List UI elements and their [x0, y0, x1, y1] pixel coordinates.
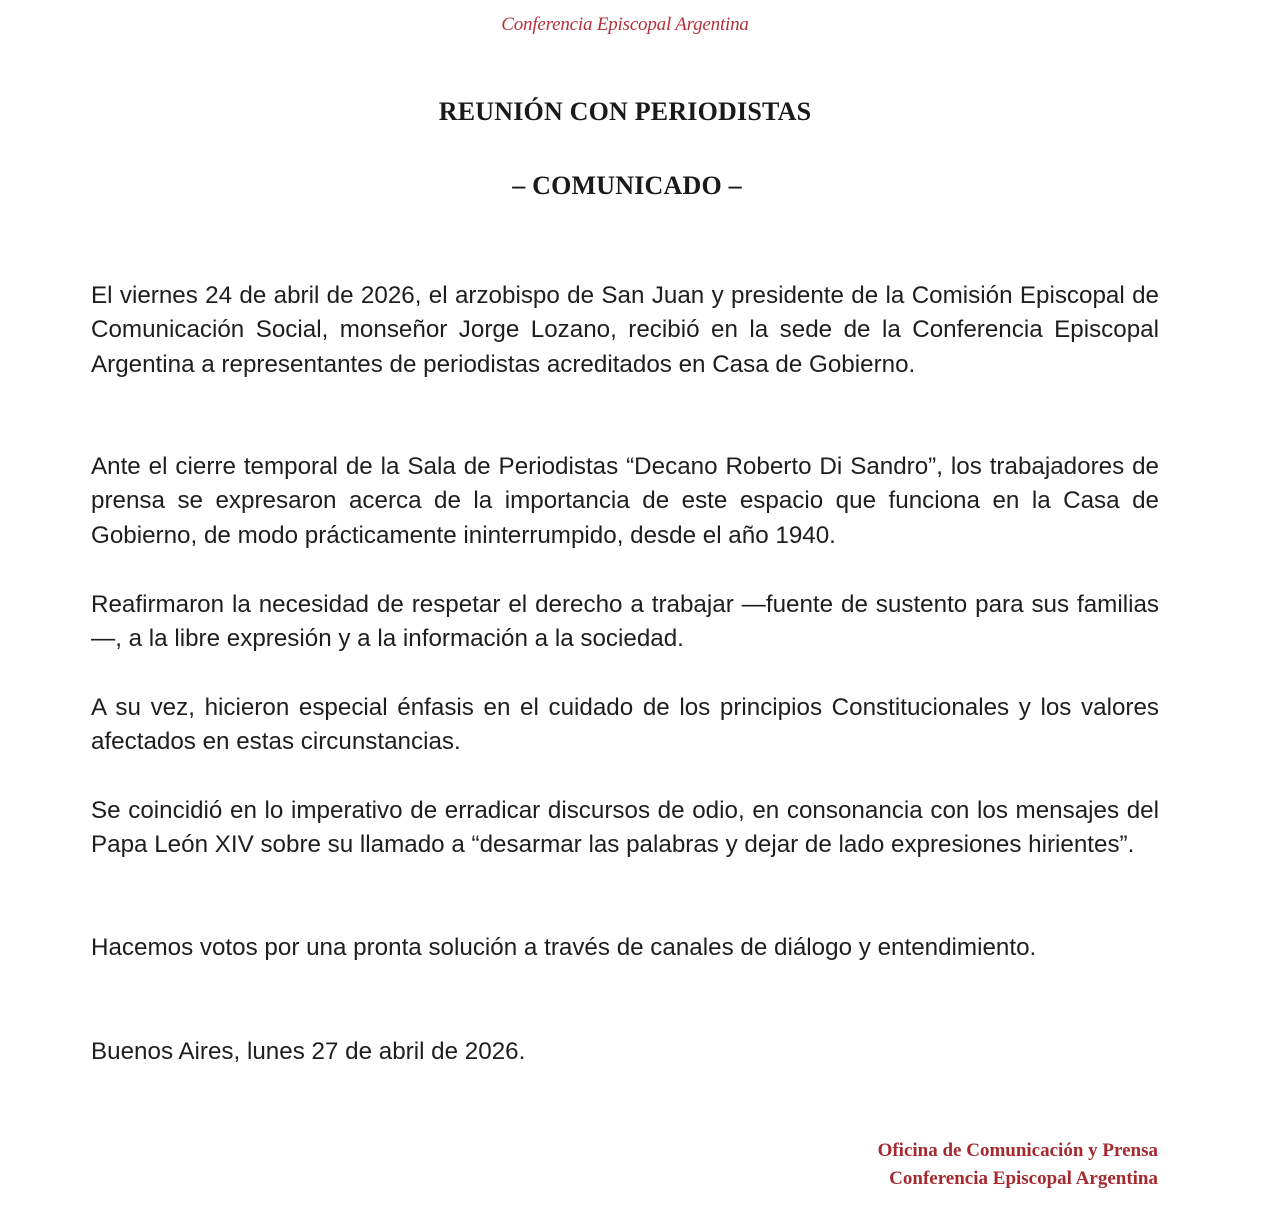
paragraph-closing-wish: Hacemos votos por una pronta solución a través de canales de diálogo y entendimiento. [91, 934, 1037, 961]
signature-office: Oficina de Comunicación y Prensa [877, 1140, 1158, 1161]
place-and-date: Buenos Aires, lunes 27 de abril de 2026. [91, 1038, 526, 1065]
signature-block [878, 1137, 1158, 1193]
signature-organization: Conferencia Episcopal Argentina [889, 1168, 1158, 1189]
paragraph-press-room-closure: Ante el cierre temporal de la Sala de Periodistas “Decano Roberto Di Sandro”, los trabajadores de prensa se expresaron acerca de la importancia de este espacio que funciona en la Casa de Gobierno, de modo prácticamente ininterrumpido, desde el año 1940. [91, 453, 1159, 549]
paragraph-meeting: El viernes 24 de abril de 2026, el arzobispo de San Juan y presidente de la Comisión Episcopal de Comunicación Social, monseñor Jorge Lozano, recibió en la sede de la Conferencia Episcopal Argentina a representantes de periodistas acreditados en Casa de Gobierno. [91, 282, 1159, 378]
document-title: REUNIÓN CON PERIODISTAS [438, 97, 812, 126]
organization-header: Conferencia Episcopal Argentina [501, 14, 749, 35]
document-subtitle: – COMUNICADO – [512, 171, 742, 200]
paragraph-hate-speech: Se coincidió en lo imperativo de erradicar discursos de odio, en consonancia con los mensajes del Papa León XIV sobre su llamado a “desarmar las palabras y dejar de lado expresiones hirientes”. [91, 797, 1159, 859]
paragraph-constitutional-principles: A su vez, hicieron especial énfasis en el cuidado de los principios Constitucionales y los valores afectados en estas circunstancias. [91, 694, 1159, 756]
paragraph-rights: Reafirmaron la necesidad de respetar el derecho a trabajar —fuente de sustento para sus familias—, a la libre expresión y a la información a la sociedad. [91, 591, 1159, 653]
